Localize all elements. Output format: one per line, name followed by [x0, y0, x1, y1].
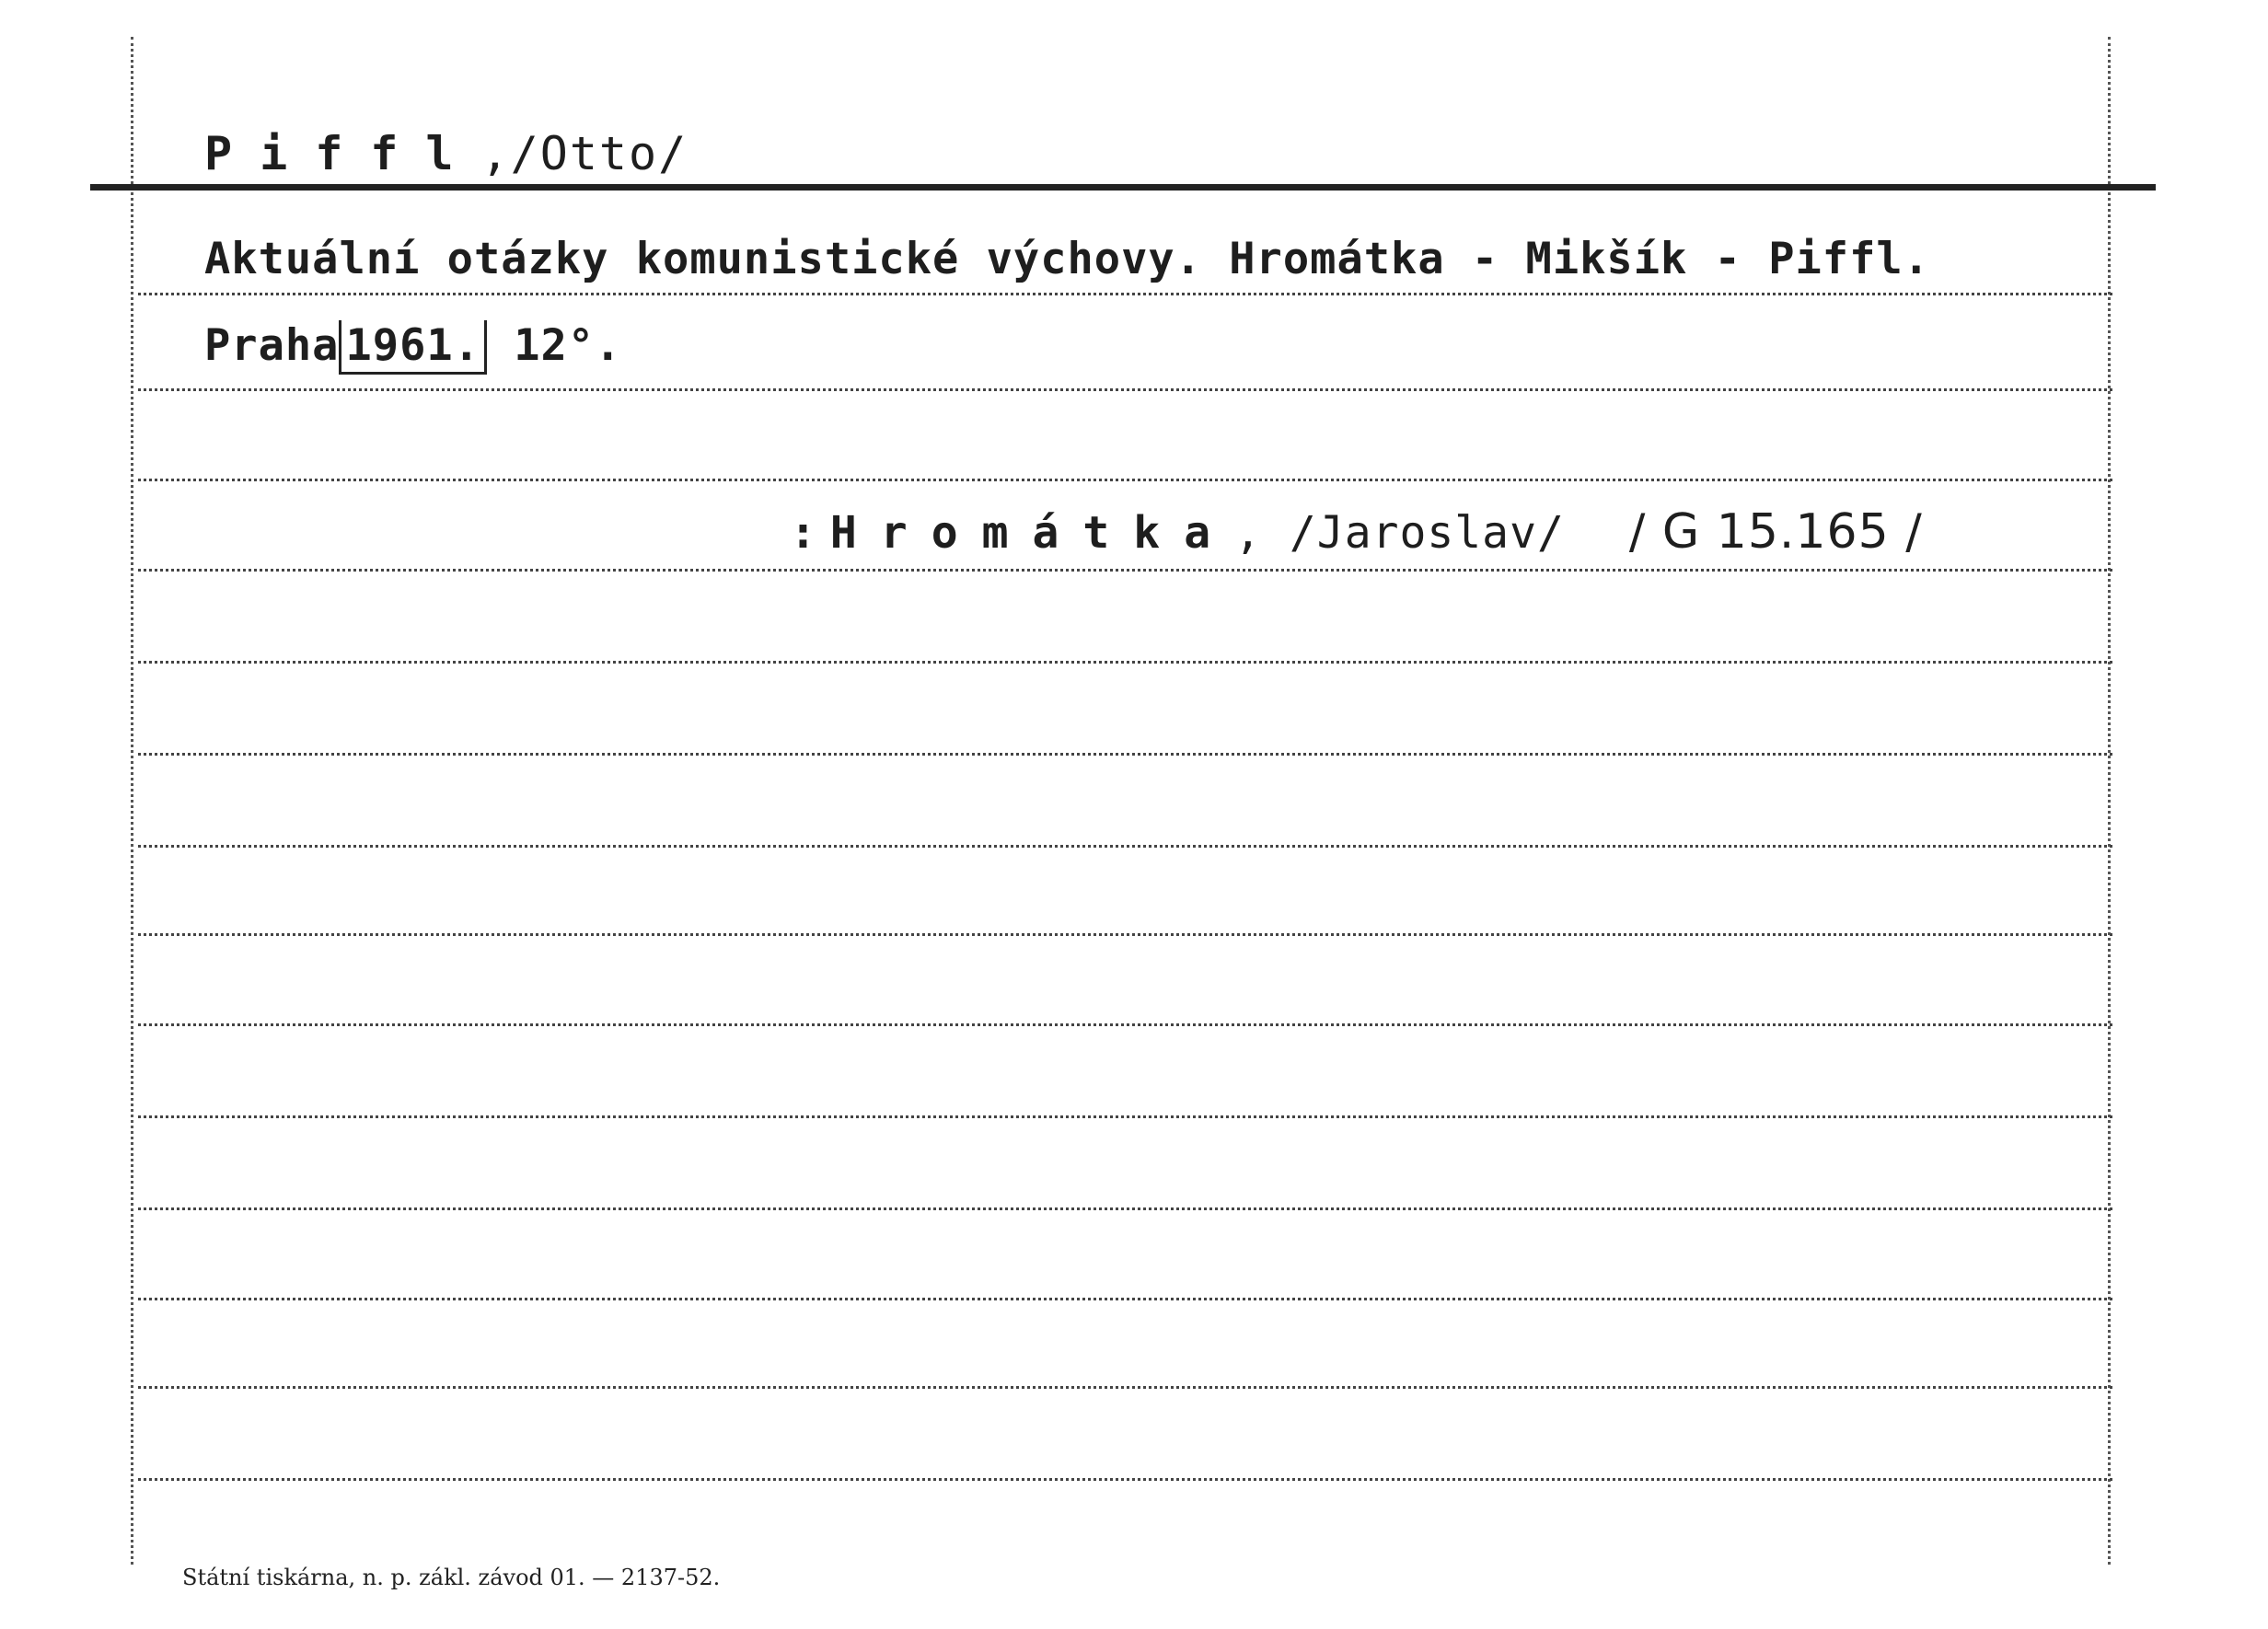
added-entry-prefix: : [790, 507, 817, 559]
ruled-line [138, 933, 2112, 936]
imprint-year: 1961. [339, 320, 486, 375]
imprint-place: Praha [204, 320, 340, 371]
shelfmark: / G 15.165 / [1628, 504, 1923, 560]
ruled-line [138, 1386, 2112, 1389]
imprint [204, 320, 621, 375]
ruled-line [138, 293, 2112, 295]
ruled-line [138, 1478, 2112, 1481]
ruled-line [138, 661, 2112, 664]
imprint-format: 12°. [514, 320, 622, 371]
printer-imprint-note: Státní tiskárna, n. p. zákl. závod 01. — 2137-52. [182, 1565, 721, 1590]
ruled-line [138, 388, 2112, 391]
ruled-line [138, 1298, 2112, 1300]
added-entry-given-name: , /Jaroslav/ [1234, 507, 1565, 559]
ruled-line [138, 1023, 2112, 1026]
added-entry [790, 504, 1923, 560]
ruled-line [138, 845, 2112, 848]
added-entry-surname: Hromátka [829, 507, 1235, 559]
ruled-line [138, 1115, 2112, 1118]
title-statement: Aktuální otázky komunistické výchovy. Hromátka - Mikšík - Piffl. [204, 234, 1930, 284]
heading-rule [90, 184, 2156, 191]
ruled-line [138, 479, 2112, 481]
ruled-line [138, 569, 2112, 572]
author-heading [204, 127, 688, 180]
author-surname: Piffl [204, 127, 481, 180]
left-margin-rule [131, 37, 133, 1565]
ruled-line [138, 753, 2112, 756]
right-margin-rule [2108, 37, 2111, 1565]
ruled-line [138, 1207, 2112, 1210]
author-given-name: ,/Otto/ [480, 127, 688, 180]
